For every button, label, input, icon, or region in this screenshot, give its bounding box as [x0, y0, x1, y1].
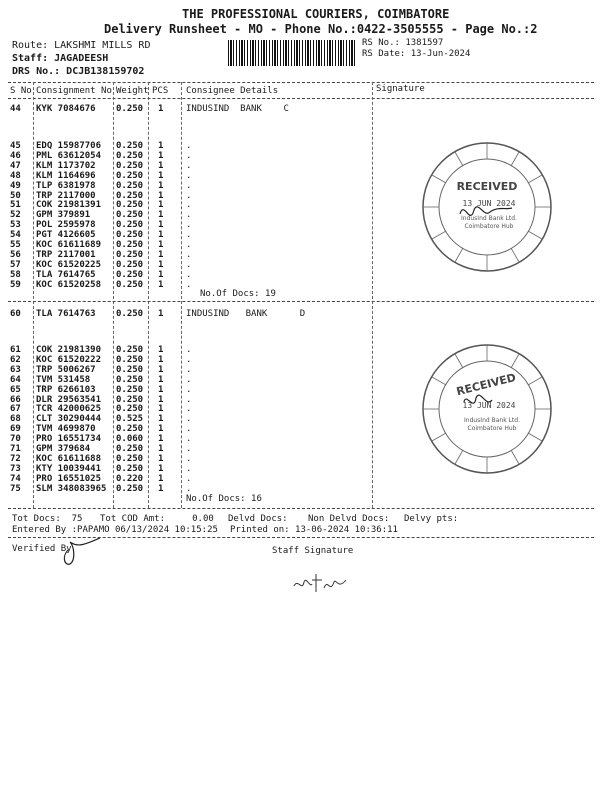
row-consignment: KOC 61611688	[36, 453, 102, 464]
row-consignee-dot: .	[186, 364, 192, 375]
row-consignment: PRO 16551025	[36, 473, 102, 484]
row-consignment: KOC 61520225	[36, 259, 102, 270]
row-consignment: EDQ 15987706	[36, 141, 102, 151]
row-weight: 0.250	[116, 354, 144, 365]
table-row: 44 KYK 7084676 0.250 1 INDUSIND BANK C	[10, 104, 289, 114]
row-consignment: TRP 5006267	[36, 364, 96, 375]
table-row	[0, 484, 600, 494]
company-title: THE PROFESSIONAL COURIERS, COIMBATORE	[182, 7, 450, 21]
col-sno: S No	[10, 86, 32, 96]
row-consignment: TRP 6266103	[36, 384, 96, 395]
row-pcs: 1	[158, 141, 164, 151]
row-pcs: 1	[158, 200, 164, 211]
row-consignment: KLM 1173702	[36, 160, 96, 171]
non-delvd-docs: Non Delvd Docs:	[308, 514, 390, 524]
delvd-docs: Delvd Docs:	[228, 514, 288, 524]
drs-label: DRS No.: DCJB138159702	[12, 66, 145, 77]
row-consignment: TLA 7614765	[36, 269, 96, 280]
row-weight: 0.250	[116, 279, 144, 290]
row-consignee-dot: .	[186, 483, 192, 494]
row-sno: 50	[10, 190, 21, 201]
stamp-hub: Coimbatore Hub	[464, 223, 514, 230]
row-weight: 0.250	[116, 394, 144, 405]
delvy-pts: Delvy pts:	[404, 514, 459, 524]
row-weight: 0.250	[116, 141, 144, 151]
row-weight: 0.250	[116, 259, 144, 270]
row-sno: 64	[10, 374, 21, 385]
row-pcs: 1	[158, 345, 164, 355]
stamp-bank: IndusInd Bank Ltd.	[464, 417, 520, 424]
row-consignment: TRP 2117000	[36, 190, 96, 201]
printed-on: Printed on: 13-06-2024 10:36:11	[230, 525, 398, 535]
row-consignment: PML 63612054	[36, 150, 102, 161]
row-weight: 0.250	[116, 483, 144, 494]
row-sno: 66	[10, 394, 21, 405]
row-weight: 0.250	[116, 180, 144, 191]
col-consignment: Consignment No	[36, 86, 112, 96]
row-pcs: 1	[158, 150, 164, 161]
row-consignee-dot: .	[186, 394, 192, 405]
row-consignee-dot: .	[186, 240, 192, 250]
row-consignment: POL 2595978	[36, 220, 96, 231]
tot-docs: Tot Docs: 75	[12, 514, 83, 524]
row-weight: 0.250	[116, 364, 144, 375]
row-consignment: TVM 4699870	[36, 424, 96, 435]
row-sno: 55	[10, 240, 21, 250]
row-sno: 63	[10, 364, 21, 375]
barcode	[228, 40, 356, 66]
row-consignment: SLM 348083965	[36, 483, 107, 494]
row-consignee-dot: .	[186, 374, 192, 385]
row-weight: 0.525	[116, 414, 144, 425]
row-weight: 0.250	[116, 384, 144, 395]
row-weight: 0.250	[116, 374, 144, 385]
docs-count: No.Of Docs: 19	[200, 289, 276, 299]
stamp-received-text: RECEIVED	[456, 180, 518, 193]
row-pcs: 1	[158, 220, 164, 231]
row-pcs: 1	[158, 473, 164, 484]
row-consignee-dot: .	[186, 404, 192, 415]
row-weight: 0.250	[116, 404, 144, 415]
row-consignee-dot: .	[186, 279, 192, 290]
row-consignee-dot: .	[186, 424, 192, 435]
row-sno: 67	[10, 404, 21, 415]
row-pcs: 1	[158, 259, 164, 270]
row-sno: 61	[10, 345, 21, 355]
runsheet-title: Delivery Runsheet - MO - Phone No.:0422-3505555 - Page No.:2	[104, 22, 538, 36]
row-consignment: DLR 29563541	[36, 394, 102, 405]
staff-label: Staff: JAGADEESH	[12, 53, 109, 64]
row-pcs: 1	[158, 463, 164, 474]
row-consignee-dot: .	[186, 141, 192, 151]
row-pcs: 1	[158, 384, 164, 395]
col-weight: Weight	[116, 86, 149, 96]
row-pcs: 1	[158, 190, 164, 201]
rs-date: RS Date: 13-Jun-2024	[362, 49, 471, 59]
row-consignment: CLT 30290444	[36, 414, 102, 425]
row-weight: 0.250	[116, 210, 144, 221]
row-pcs: 1	[158, 269, 164, 280]
row-weight: 0.250	[116, 269, 144, 280]
row-sno: 53	[10, 220, 21, 231]
row-sno: 49	[10, 180, 21, 191]
row-consignment: TVM 531458	[36, 374, 91, 385]
row-weight: 0.250	[116, 160, 144, 171]
row-consignee-dot: .	[186, 200, 192, 211]
staff-signature-label: Staff Signature	[272, 546, 354, 556]
row-consignee-dot: .	[186, 180, 192, 191]
row-consignee-dot: .	[186, 259, 192, 270]
row-consignment: KTY 10039441	[36, 463, 102, 474]
received-stamp	[420, 342, 554, 476]
row-consignee-dot: .	[186, 160, 192, 171]
row-sno: 69	[10, 424, 21, 435]
row-pcs: 1	[158, 364, 164, 375]
tot-cod: Tot COD Amt: 0.00	[100, 514, 214, 524]
row-weight: 0.250	[116, 230, 144, 241]
stamp-date: 13 JUN 2024	[462, 401, 516, 410]
row-pcs: 1	[158, 404, 164, 415]
row-consignment: KOC 61611689	[36, 240, 102, 250]
row-pcs: 1	[158, 249, 164, 260]
staff-signature	[290, 568, 350, 596]
row-weight: 0.250	[116, 240, 144, 250]
row-pcs: 1	[158, 230, 164, 241]
row-pcs: 1	[158, 394, 164, 405]
row-pcs: 1	[158, 180, 164, 191]
row-sno: 46	[10, 150, 21, 161]
row-consignee-dot: .	[186, 170, 192, 181]
row-weight: 0.250	[116, 249, 144, 260]
row-pcs: 1	[158, 414, 164, 425]
divider	[8, 508, 594, 509]
row-consignee-dot: .	[186, 453, 192, 464]
docs-count: No.Of Docs: 16	[186, 494, 262, 504]
row-weight: 0.060	[116, 434, 144, 445]
row-weight: 0.250	[116, 444, 144, 454]
verified-by: Verified By	[12, 544, 72, 554]
row-consignment: GPM 379891	[36, 210, 91, 221]
row-consignee-dot: .	[186, 463, 192, 474]
row-weight: 0.250	[116, 170, 144, 181]
col-pcs: PCS	[152, 86, 169, 96]
entered-by: Entered By :PAPAMO 06/13/2024 10:15:25	[12, 525, 218, 535]
row-consignee-dot: .	[186, 249, 192, 260]
row-sno: 73	[10, 463, 21, 474]
row-weight: 0.250	[116, 200, 144, 211]
row-consignment: COK 21981391	[36, 200, 102, 211]
rs-no: RS No.: 1381597	[362, 38, 444, 48]
stamp-bank: IndusInd Bank Ltd.	[461, 215, 517, 222]
row-pcs: 1	[158, 453, 164, 464]
row-sno: 74	[10, 473, 21, 484]
received-stamp	[420, 140, 554, 274]
divider	[8, 98, 594, 99]
row-sno: 59	[10, 279, 21, 290]
row-consignee-dot: .	[186, 473, 192, 484]
row-consignment: KOC 61520258	[36, 279, 102, 290]
divider	[8, 82, 594, 83]
row-consignee-dot: .	[186, 210, 192, 221]
table-row: 60 TLA 7614763 0.250 1 INDUSIND BANK D	[10, 309, 306, 319]
stamp-hub: Coimbatore Hub	[467, 425, 517, 432]
row-weight: 0.250	[116, 190, 144, 201]
row-consignee-dot: .	[186, 345, 192, 355]
row-consignment: TCR 42000625	[36, 404, 102, 415]
row-sno: 75	[10, 483, 21, 494]
row-sno: 58	[10, 269, 21, 280]
row-consignment: KLM 1164696	[36, 170, 96, 181]
row-consignee-dot: .	[186, 220, 192, 231]
row-weight: 0.250	[116, 424, 144, 435]
row-pcs: 1	[158, 170, 164, 181]
row-consignee-dot: .	[186, 354, 192, 365]
row-pcs: 1	[158, 374, 164, 385]
row-consignment: TLP 6381978	[36, 180, 96, 191]
row-sno: 51	[10, 200, 21, 211]
row-weight: 0.250	[116, 463, 144, 474]
row-weight: 0.250	[116, 453, 144, 464]
row-pcs: 1	[158, 434, 164, 445]
row-consignment: COK 21981390	[36, 345, 102, 355]
row-sno: 48	[10, 170, 21, 181]
row-consignee-dot: .	[186, 444, 192, 454]
row-consignee-dot: .	[186, 434, 192, 445]
row-consignee-dot: .	[186, 150, 192, 161]
route-label: Route: LAKSHMI MILLS RD	[12, 40, 151, 51]
row-weight: 0.250	[116, 150, 144, 161]
row-sno: 72	[10, 453, 21, 464]
row-pcs: 1	[158, 444, 164, 454]
row-consignment: PRO 16551734	[36, 434, 102, 445]
verified-signature	[58, 534, 108, 570]
row-consignment: PGT 4126605	[36, 230, 96, 241]
row-pcs: 1	[158, 424, 164, 435]
row-sno: 52	[10, 210, 21, 221]
row-pcs: 1	[158, 240, 164, 250]
divider	[8, 301, 594, 302]
stamp-received-text: RECEIVED	[455, 370, 518, 399]
row-pcs: 1	[158, 354, 164, 365]
row-sno: 57	[10, 259, 21, 270]
row-pcs: 1	[158, 483, 164, 494]
row-sno: 71	[10, 444, 21, 454]
row-sno: 65	[10, 384, 21, 395]
row-sno: 54	[10, 230, 21, 241]
stamp-date: 13 JUN 2024	[462, 199, 516, 208]
row-consignment: TRP 2117001	[36, 249, 96, 260]
col-consignee: Consignee Details	[186, 86, 279, 96]
row-sno: 68	[10, 414, 21, 425]
row-consignee-dot: .	[186, 190, 192, 201]
table-row	[0, 280, 600, 290]
row-weight: 0.250	[116, 220, 144, 231]
row-consignment: GPM 379684	[36, 444, 91, 454]
row-pcs: 1	[158, 279, 164, 290]
row-pcs: 1	[158, 210, 164, 221]
row-sno: 56	[10, 249, 21, 260]
row-weight: 0.250	[116, 345, 144, 355]
row-consignee-dot: .	[186, 384, 192, 395]
col-signature: Signature	[376, 84, 425, 94]
row-consignee-dot: .	[186, 414, 192, 425]
row-consignee-dot: .	[186, 269, 192, 280]
row-sno: 62	[10, 354, 21, 365]
row-sno: 70	[10, 434, 21, 445]
row-pcs: 1	[158, 160, 164, 171]
row-weight: 0.220	[116, 473, 144, 484]
row-consignment: KOC 61520222	[36, 354, 102, 365]
row-sno: 47	[10, 160, 21, 171]
row-consignee-dot: .	[186, 230, 192, 241]
row-sno: 45	[10, 141, 21, 151]
